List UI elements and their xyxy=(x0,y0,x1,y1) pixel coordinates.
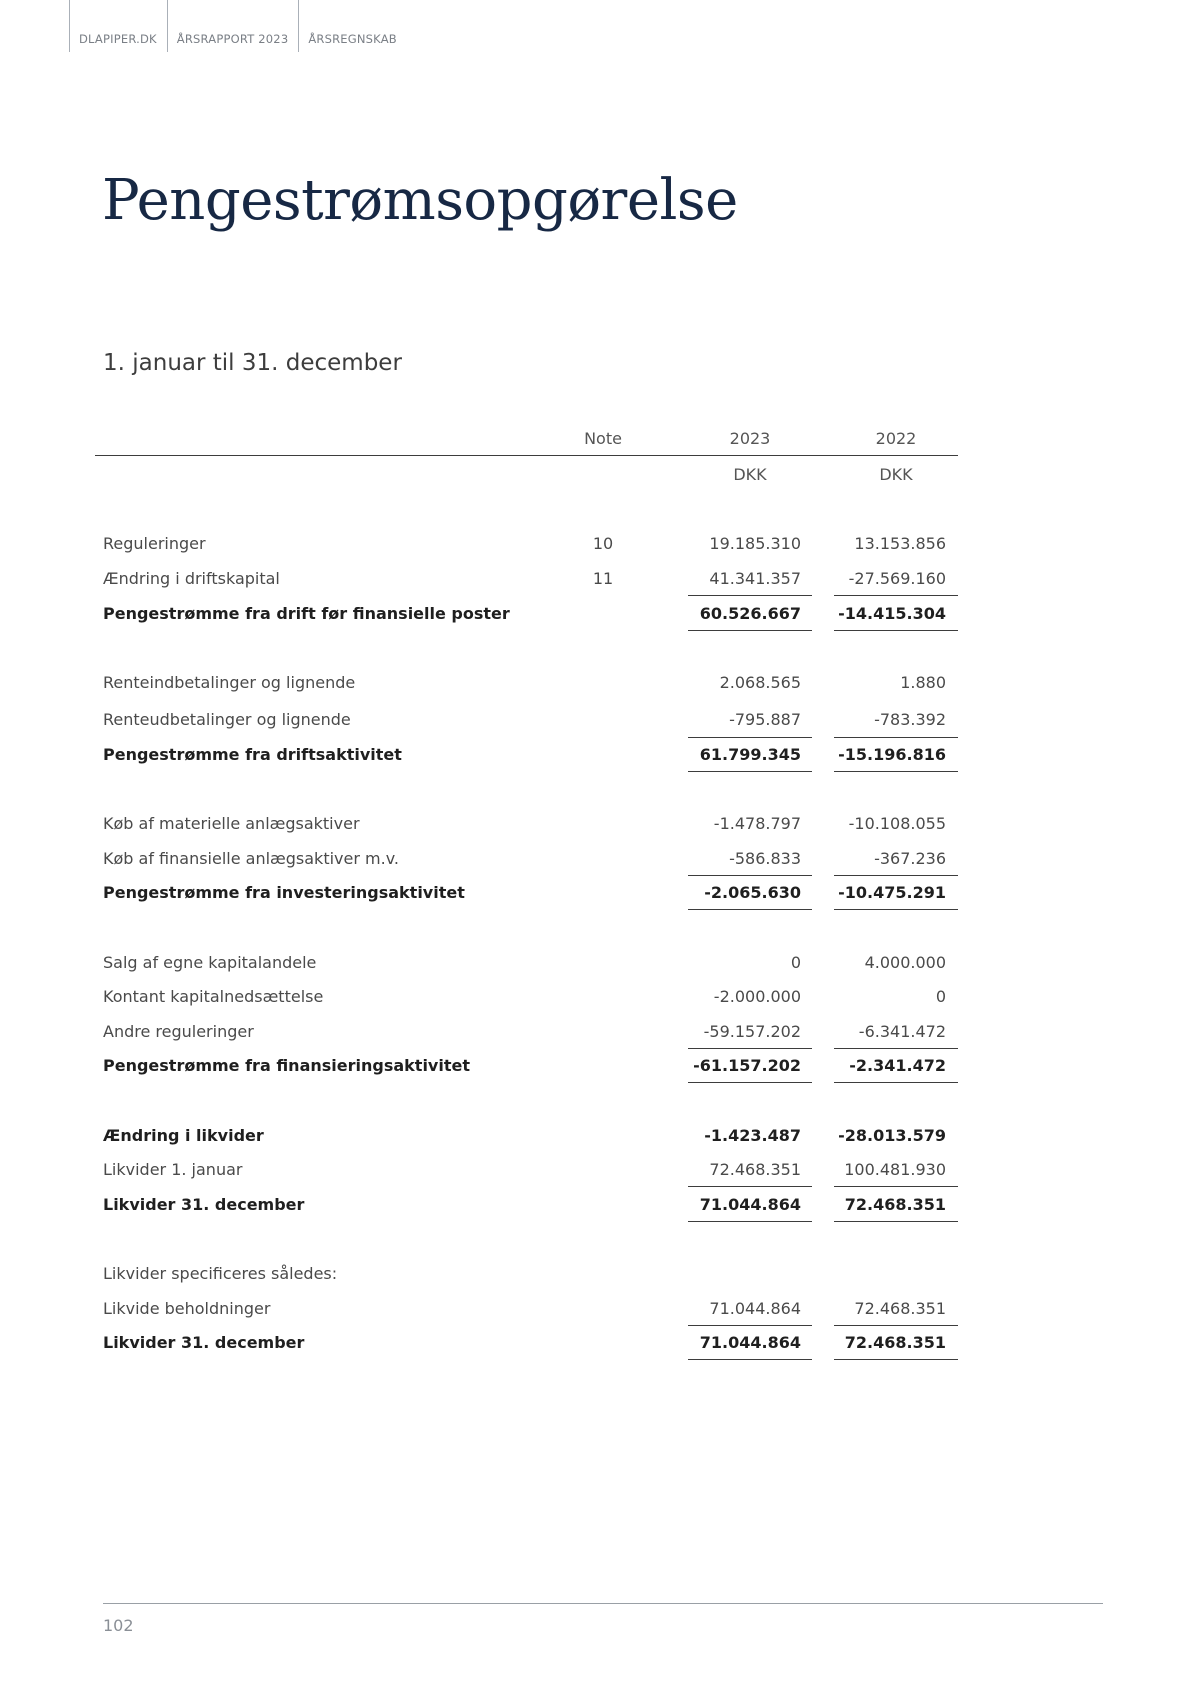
row-value-2023: 41.341.357 xyxy=(709,569,801,588)
table-row xyxy=(0,1160,1200,1182)
subtotal-rule xyxy=(688,1186,812,1187)
row-label: Ændring i likvider xyxy=(103,1126,264,1145)
table-row xyxy=(0,953,1200,975)
total-rule xyxy=(834,630,958,631)
subtotal-rule xyxy=(688,1048,812,1049)
row-value-2022: -27.569.160 xyxy=(848,569,946,588)
subtotal-rule xyxy=(688,737,812,738)
row-label: Salg af egne kapitalandele xyxy=(103,953,317,972)
subtotal-row xyxy=(0,883,1200,905)
total-rule xyxy=(834,909,958,910)
row-value-2022: -783.392 xyxy=(874,710,946,729)
page-title: Pengestrømsopgørelse xyxy=(102,168,738,233)
table-row xyxy=(0,1299,1200,1321)
row-value-2023: 72.468.351 xyxy=(709,1160,801,1179)
breadcrumb-report[interactable]: ÅRSRAPPORT 2023 xyxy=(167,0,299,52)
row-value-2023: 2.068.565 xyxy=(719,673,801,692)
total-rule xyxy=(688,1359,812,1360)
subtotal-row xyxy=(0,745,1200,767)
table-row xyxy=(0,569,1200,591)
row-label: Likvider 31. december xyxy=(103,1195,305,1214)
subtotal-rule xyxy=(834,595,958,596)
row-label: Pengestrømme fra finansieringsaktivitet xyxy=(103,1056,470,1075)
row-label: Renteudbetalinger og lignende xyxy=(103,710,351,729)
row-value-2022: 1.880 xyxy=(900,673,946,692)
row-value-2022: 72.468.351 xyxy=(844,1195,946,1214)
table-row xyxy=(0,814,1200,836)
table-row xyxy=(0,1264,1200,1286)
row-label: Likvider 31. december xyxy=(103,1333,305,1352)
subtotal-row xyxy=(0,1056,1200,1078)
currency-2023: DKK xyxy=(733,465,767,484)
row-label: Kontant kapitalnedsættelse xyxy=(103,987,324,1006)
total-rule xyxy=(688,1082,812,1083)
row-label: Reguleringer xyxy=(103,534,206,553)
row-label: Pengestrømme fra investeringsaktivitet xyxy=(103,883,465,902)
row-value-2022: -10.108.055 xyxy=(848,814,946,833)
row-value-2023: -2.000.000 xyxy=(713,987,801,1006)
row-value-2022: 72.468.351 xyxy=(844,1333,946,1352)
row-value-2022: 0 xyxy=(935,987,946,1006)
row-value-2023: -586.833 xyxy=(729,849,801,868)
subtotal-rule xyxy=(688,595,812,596)
table-row xyxy=(0,1022,1200,1044)
row-value-2022: 72.468.351 xyxy=(854,1299,946,1318)
column-header-note: Note xyxy=(584,429,622,448)
total-rule xyxy=(834,771,958,772)
total-rule xyxy=(834,1359,958,1360)
row-value-2023: 0 xyxy=(790,953,801,972)
breadcrumb-section[interactable]: ÅRSREGNSKAB xyxy=(298,0,407,52)
row-value-2023: -61.157.202 xyxy=(693,1056,801,1075)
row-value-2023: -1.478.797 xyxy=(713,814,801,833)
total-rule xyxy=(834,1082,958,1083)
row-value-2022: -367.236 xyxy=(874,849,946,868)
row-label: Likvide beholdninger xyxy=(103,1299,271,1318)
header-divider xyxy=(95,455,958,456)
total-rule xyxy=(688,1221,812,1222)
table-row xyxy=(0,987,1200,1009)
row-label: Likvider specificeres således: xyxy=(103,1264,338,1283)
table-row xyxy=(0,710,1200,732)
subtotal-rule xyxy=(834,1325,958,1326)
subtotal-row xyxy=(0,1195,1200,1217)
row-value-2022: -10.475.291 xyxy=(838,883,946,902)
row-value-2022: -14.415.304 xyxy=(838,604,946,623)
row-value-2022: -28.013.579 xyxy=(838,1126,946,1145)
row-value-2022: 13.153.856 xyxy=(854,534,946,553)
total-rule xyxy=(688,909,812,910)
row-value-2022: 100.481.930 xyxy=(844,1160,946,1179)
row-value-2023: 71.044.864 xyxy=(699,1195,801,1214)
row-value-2022: -15.196.816 xyxy=(838,745,946,764)
subtotal-rule xyxy=(834,1186,958,1187)
row-value-2022: -2.341.472 xyxy=(849,1056,946,1075)
row-value-2022: 4.000.000 xyxy=(864,953,946,972)
subtotal-rule xyxy=(688,875,812,876)
row-label: Køb af finansielle anlægsaktiver m.v. xyxy=(103,849,399,868)
subtotal-rule xyxy=(834,1048,958,1049)
page-number: 102 xyxy=(103,1616,134,1635)
row-value-2023: 60.526.667 xyxy=(699,604,801,623)
row-label: Likvider 1. januar xyxy=(103,1160,243,1179)
table-row xyxy=(0,673,1200,695)
total-rule xyxy=(834,1221,958,1222)
row-value-2023: 61.799.345 xyxy=(699,745,801,764)
row-label: Køb af materielle anlægsaktiver xyxy=(103,814,360,833)
breadcrumb xyxy=(69,0,407,52)
total-rule xyxy=(688,771,812,772)
row-label: Ændring i driftskapital xyxy=(103,569,280,588)
breadcrumb-site[interactable]: DLAPIPER.DK xyxy=(69,0,167,52)
subtotal-rule xyxy=(834,875,958,876)
row-note: 10 xyxy=(592,534,614,553)
subtotal-rule xyxy=(834,737,958,738)
subtotal-row xyxy=(0,1126,1200,1148)
subtotal-row xyxy=(0,604,1200,626)
row-label: Renteindbetalinger og lignende xyxy=(103,673,356,692)
row-value-2023: -795.887 xyxy=(729,710,801,729)
row-value-2023: 19.185.310 xyxy=(709,534,801,553)
row-value-2023: -2.065.630 xyxy=(704,883,801,902)
subtotal-rule xyxy=(688,1325,812,1326)
column-header-2022: 2022 xyxy=(875,429,917,448)
row-label: Pengestrømme fra drift før finansielle poster xyxy=(103,604,510,623)
row-value-2022: -6.341.472 xyxy=(858,1022,946,1041)
row-value-2023: -59.157.202 xyxy=(703,1022,801,1041)
footer-divider xyxy=(103,1603,1103,1604)
row-value-2023: -1.423.487 xyxy=(704,1126,801,1145)
table-row xyxy=(0,534,1200,556)
row-label: Andre reguleringer xyxy=(103,1022,254,1041)
period-subtitle: 1. januar til 31. december xyxy=(103,350,402,376)
row-label: Pengestrømme fra driftsaktivitet xyxy=(103,745,402,764)
row-value-2023: 71.044.864 xyxy=(709,1299,801,1318)
row-note: 11 xyxy=(592,569,614,588)
column-header-2023: 2023 xyxy=(729,429,771,448)
row-value-2023: 71.044.864 xyxy=(699,1333,801,1352)
currency-2022: DKK xyxy=(879,465,913,484)
total-rule xyxy=(688,630,812,631)
table-row xyxy=(0,849,1200,871)
subtotal-row xyxy=(0,1333,1200,1355)
